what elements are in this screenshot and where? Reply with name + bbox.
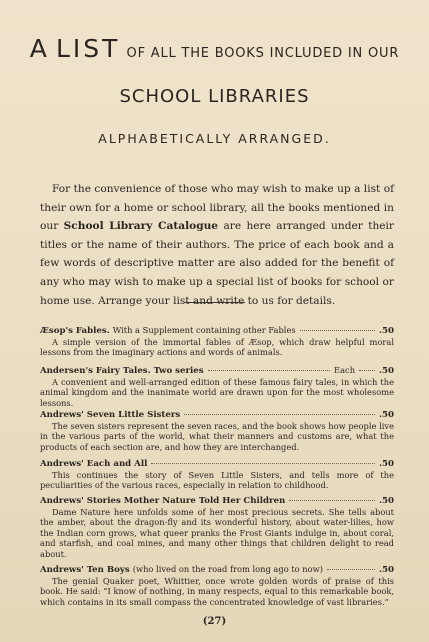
dot-leader: [289, 500, 375, 501]
book-description: The genial Quaker poet, Whittier, once wrote golden words of praise of this book. He said: “I know of nothing, in many respects, equal to this remarkable book, which contains in its small compass the concentrated knowledge of vast libraries.”: [40, 575, 394, 607]
book-entry-ten-boys: [40, 564, 394, 607]
dot-leader: [359, 370, 375, 371]
list-heading: [0, 34, 429, 63]
book-title: Andrews' Seven Little Sisters: [40, 410, 181, 420]
book-description: A simple version of the immortal fables of Æsop, which draw helpful moral lessons from the imaginary actions and words of animals.: [40, 336, 394, 358]
alphabetically-arranged-subtitle: ALPHABETICALLY ARRANGED.: [98, 131, 331, 146]
book-price: .50: [379, 496, 394, 506]
dot-leader: [208, 370, 330, 371]
book-title: Æsop's Fables.: [40, 326, 110, 336]
heading-a: A: [29, 34, 50, 63]
heading-rest: OF ALL THE BOOKS INCLUDED IN OUR: [126, 46, 400, 61]
book-entry-each-and-all: [40, 459, 394, 491]
book-title: Andersen's Fairy Tales. Two series: [40, 366, 204, 376]
book-price: .50: [379, 366, 394, 376]
book-price: .50: [379, 565, 394, 575]
book-entry-aesops-fables: [40, 325, 394, 358]
book-entry-andersens-fairy-tales: [40, 365, 394, 408]
book-price: .50: [379, 410, 394, 420]
divider-rule: [185, 302, 245, 303]
heading-list: LIST: [55, 34, 121, 63]
intro-text-2: are here arranged under their titles or the name of their authors. The price of each book and a few words of descriptive matter are also added for the benefit of any who may wish to make up a special list of books for school or home use. Arrange your list and write to us for details.: [40, 220, 394, 307]
book-description: This continues the story of Seven Little Sisters, and tells more of the peculiarities of the various races, especially in relation to childhood.: [40, 469, 394, 491]
book-each-label: Each: [334, 365, 356, 375]
book-price: .50: [379, 459, 394, 469]
book-description: Dame Nature here unfolds some of her most precious secrets. She tells about the amber, about the dragon-fly and its wonderful history, about water-lilies, how the Indian corn grows, what queer pranks the Frost Giants indulge in, about coral, and starfish, and coal mines, and many other things that children delight to read about.: [40, 506, 394, 559]
school-libraries-title: SCHOOL LIBRARIES: [119, 86, 310, 107]
book-entry-stories-mother-nature: [40, 496, 394, 560]
book-description: The seven sisters represent the seven races, and the book shows how people live in the various parts of the world, what their manners and customs are, what the products of each section are, and how they are interchanged.: [40, 420, 394, 452]
book-subtitle: With a Supplement containing other Fables: [112, 325, 296, 335]
intro-text-1: For the convenience of those who may wish to make up a list of their own for a home or school library, all the books mentioned in our: [40, 183, 394, 233]
book-title: Andrews' Ten Boys: [40, 565, 130, 575]
book-title: Andrews' Stories Mother Nature Told Her Children: [40, 496, 286, 506]
intro-paragraph: [40, 180, 394, 310]
book-subtitle: (who lived on the road from long ago to now): [132, 564, 323, 574]
page-number: (27): [202, 616, 227, 627]
book-entry-seven-little-sisters: [40, 410, 394, 452]
intro-catalogue-name: School Library Catalogue: [63, 220, 219, 233]
dot-leader: [151, 463, 375, 464]
book-title: Andrews' Each and All: [40, 459, 148, 469]
dot-leader: [327, 569, 375, 570]
book-price: .50: [379, 326, 394, 336]
dot-leader: [184, 414, 375, 415]
book-description: A convenient and well-arranged edition of these famous fairy tales, in which the animal kingdom and the inanimate world are drawn upon for the most wholesome lessons.: [40, 376, 394, 408]
dot-leader: [300, 330, 375, 331]
